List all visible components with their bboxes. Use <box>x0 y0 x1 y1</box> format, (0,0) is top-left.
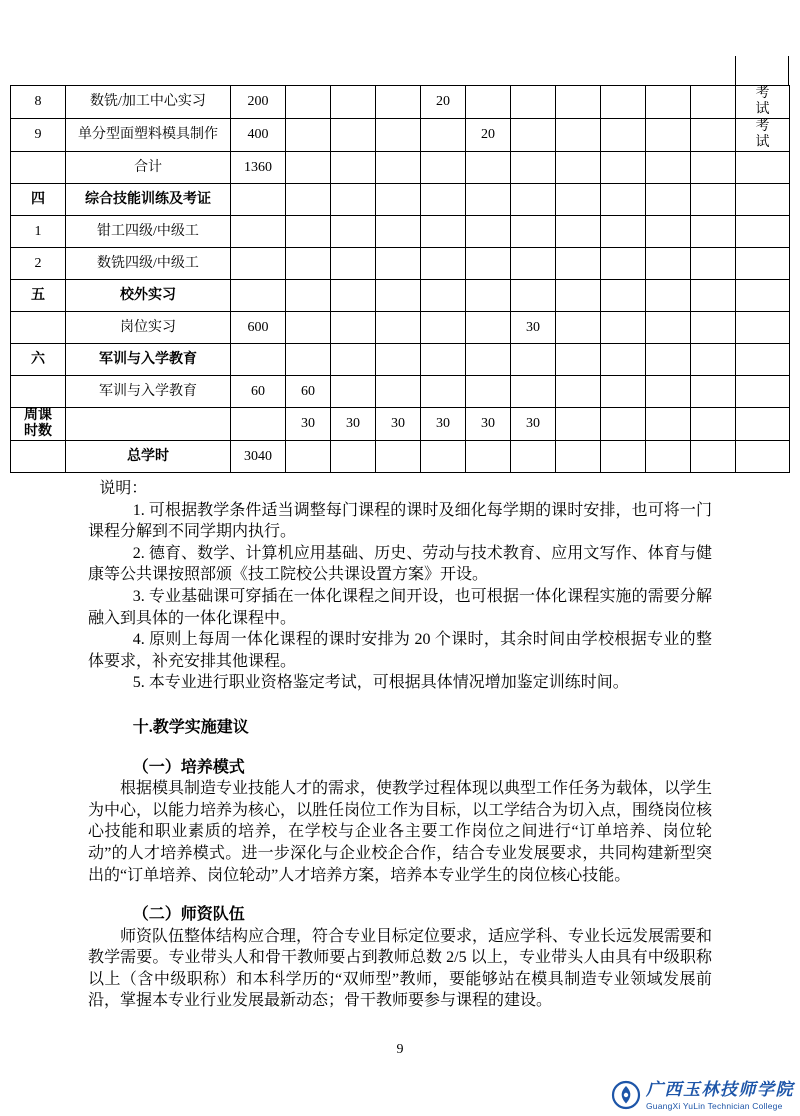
cell-sem-6 <box>511 152 556 184</box>
cell-sem-2 <box>331 376 376 408</box>
cell-extra-1 <box>556 344 601 376</box>
cell-total-hours <box>231 408 286 441</box>
table-row <box>11 376 790 408</box>
cell-exam-type <box>736 312 790 344</box>
cell-index: 周课时数 <box>11 408 66 441</box>
cell-extra-4 <box>691 184 736 216</box>
cell-extra-3 <box>646 376 691 408</box>
cell-sem-5 <box>466 312 511 344</box>
cell-sem-1 <box>286 344 331 376</box>
cell-course-name: 钳工四级/中级工 <box>66 216 231 248</box>
section-heading-implementation: 十.教学实施建议 <box>132 718 249 736</box>
cell-sem-2 <box>331 280 376 312</box>
cell-extra-3 <box>646 441 691 473</box>
cell-sem-5 <box>466 376 511 408</box>
cell-extra-1 <box>556 248 601 280</box>
cell-total-hours: 600 <box>231 312 286 344</box>
cell-sem-5: 30 <box>466 408 511 441</box>
cell-sem-2 <box>331 152 376 184</box>
cell-exam-type <box>736 408 790 441</box>
cell-sem-2 <box>331 312 376 344</box>
cell-extra-3 <box>646 408 691 441</box>
note-item: 5. 本专业进行职业资格鉴定考试，可根据具体情况增加鉴定训练时间。 <box>132 674 629 692</box>
cell-index: 六 <box>11 344 66 376</box>
cell-sem-4: 30 <box>421 408 466 441</box>
cell-extra-3 <box>646 280 691 312</box>
cell-sem-2 <box>331 441 376 473</box>
cell-sem-4 <box>421 184 466 216</box>
cell-sem-6 <box>511 344 556 376</box>
cell-exam-type <box>736 441 790 473</box>
cell-extra-3 <box>646 152 691 184</box>
table-row <box>11 86 790 119</box>
cell-sem-6 <box>511 280 556 312</box>
cell-total-hours: 200 <box>231 86 286 119</box>
cell-course-name: 综合技能训练及考证 <box>66 184 231 216</box>
cell-course-name: 合计 <box>66 152 231 184</box>
cell-index <box>11 441 66 473</box>
cell-sem-5: 20 <box>466 119 511 152</box>
cell-extra-2 <box>601 280 646 312</box>
table-row <box>11 248 790 280</box>
cell-total-hours: 400 <box>231 119 286 152</box>
table-row <box>11 312 790 344</box>
cell-sem-3 <box>376 184 421 216</box>
cell-index: 2 <box>11 248 66 280</box>
cell-course-name: 岗位实习 <box>66 312 231 344</box>
cell-exam-type <box>736 184 790 216</box>
table-row <box>11 216 790 248</box>
college-emblem-icon <box>611 1080 641 1110</box>
cell-sem-5 <box>466 441 511 473</box>
table-row <box>11 344 790 376</box>
cell-total-hours: 60 <box>231 376 286 408</box>
cell-sem-2 <box>331 216 376 248</box>
cell-exam-type <box>736 280 790 312</box>
curriculum-table <box>10 85 790 473</box>
cell-total-hours: 3040 <box>231 441 286 473</box>
cell-extra-3 <box>646 344 691 376</box>
cell-extra-4 <box>691 441 736 473</box>
cell-extra-4 <box>691 344 736 376</box>
cell-exam-type <box>736 216 790 248</box>
cell-extra-2 <box>601 216 646 248</box>
note-item: 3. 专业基础课可穿插在一体化课程之间开设，也可根据一体化课程实施的需要分解融入到具体的一体化课程中。 <box>88 587 712 627</box>
cell-extra-4 <box>691 152 736 184</box>
cell-sem-4 <box>421 119 466 152</box>
cell-index: 五 <box>11 280 66 312</box>
faculty-paragraph: 师资队伍整体结构应合理，符合专业目标定位要求，适应学科、专业长远发展需要和教学需要。专业带头人和骨干教师要占到教师总数 2/5 以上，专业带头人由具有中级职称以上（含中级职称）和本科学历的“双师型”教师，要能够站在模具制造专业领域发展前沿，掌握本专业行业发展最新动态；骨干教师要参与课程的建设。 <box>88 927 713 1010</box>
cell-sem-3 <box>376 441 421 473</box>
cell-sem-3 <box>376 376 421 408</box>
cell-sem-6 <box>511 119 556 152</box>
cell-sem-1: 30 <box>286 408 331 441</box>
cell-index <box>11 152 66 184</box>
cell-sem-1 <box>286 216 331 248</box>
table-row <box>11 280 790 312</box>
cell-extra-4 <box>691 376 736 408</box>
cell-sem-2 <box>331 184 376 216</box>
cell-extra-1 <box>556 376 601 408</box>
cell-sem-6 <box>511 86 556 119</box>
note-item: 2. 德育、数学、计算机应用基础、历史、劳动与技术教育、应用文写作、体育与健康等公共课按照部颁《技工院校公共课设置方案》开设。 <box>88 544 712 584</box>
cell-index: 四 <box>11 184 66 216</box>
cell-sem-6 <box>511 248 556 280</box>
cell-course-name <box>66 408 231 441</box>
cell-extra-2 <box>601 376 646 408</box>
cell-sem-3 <box>376 312 421 344</box>
cell-sem-5 <box>466 344 511 376</box>
cell-extra-1 <box>556 184 601 216</box>
cell-extra-2 <box>601 408 646 441</box>
cell-sem-1 <box>286 441 331 473</box>
cell-extra-1 <box>556 280 601 312</box>
cell-exam-type <box>736 152 790 184</box>
cell-total-hours <box>231 216 286 248</box>
cell-total-hours <box>231 184 286 216</box>
curriculum-table-body <box>11 86 790 473</box>
cell-sem-1 <box>286 248 331 280</box>
cell-sem-1 <box>286 86 331 119</box>
cell-extra-1 <box>556 312 601 344</box>
cell-sem-4: 20 <box>421 86 466 119</box>
cell-extra-2 <box>601 119 646 152</box>
cell-total-hours: 1360 <box>231 152 286 184</box>
cell-sem-1: 60 <box>286 376 331 408</box>
cell-extra-1 <box>556 86 601 119</box>
table-row <box>11 119 790 152</box>
subsection-title-faculty: （二）师资队伍 <box>132 906 245 924</box>
cell-sem-4 <box>421 280 466 312</box>
cell-extra-1 <box>556 441 601 473</box>
cell-extra-4 <box>691 248 736 280</box>
cell-extra-4 <box>691 216 736 248</box>
cell-sem-4 <box>421 376 466 408</box>
cell-index <box>11 376 66 408</box>
cell-sem-1 <box>286 184 331 216</box>
cell-sem-6: 30 <box>511 312 556 344</box>
cell-sem-1 <box>286 152 331 184</box>
cell-extra-3 <box>646 184 691 216</box>
cell-sem-5 <box>466 152 511 184</box>
cell-extra-1 <box>556 152 601 184</box>
cell-extra-3 <box>646 119 691 152</box>
cell-course-name: 总学时 <box>66 441 231 473</box>
cell-sem-6 <box>511 376 556 408</box>
cell-extra-4 <box>691 312 736 344</box>
cell-sem-4 <box>421 312 466 344</box>
cell-extra-2 <box>601 344 646 376</box>
college-name-cn: 广西玉林技师学院 <box>646 1080 794 1099</box>
table-row <box>11 441 790 473</box>
cell-extra-3 <box>646 312 691 344</box>
cell-course-name: 军训与入学教育 <box>66 376 231 408</box>
cell-course-name: 校外实习 <box>66 280 231 312</box>
cell-extra-4 <box>691 280 736 312</box>
cell-sem-3 <box>376 152 421 184</box>
notes-label: 说明： <box>99 480 148 497</box>
notes-and-sections <box>88 478 712 1012</box>
cell-index <box>11 312 66 344</box>
cell-extra-2 <box>601 184 646 216</box>
cell-sem-3 <box>376 216 421 248</box>
cell-sem-3 <box>376 344 421 376</box>
cell-sem-3 <box>376 86 421 119</box>
college-name-en: GuangXi YuLin Technician College <box>646 1100 783 1111</box>
cell-sem-5 <box>466 248 511 280</box>
cell-sem-6 <box>511 441 556 473</box>
cell-exam-type: 考试 <box>736 119 790 152</box>
page-number: 9 <box>396 1042 404 1057</box>
cell-exam-type <box>736 344 790 376</box>
cell-sem-4 <box>421 441 466 473</box>
cell-extra-2 <box>601 152 646 184</box>
cell-sem-2 <box>331 86 376 119</box>
cell-extra-1 <box>556 408 601 441</box>
cell-index: 1 <box>11 216 66 248</box>
cell-course-name: 数铣/加工中心实习 <box>66 86 231 119</box>
cell-sem-1 <box>286 312 331 344</box>
cell-exam-type: 考试 <box>736 86 790 119</box>
cell-index: 8 <box>11 86 66 119</box>
footer-logo <box>611 1080 794 1111</box>
note-item: 4. 原则上每周一体化课程的课时安排为 20 个课时，其余时间由学校根据专业的整体要求，补充安排其他课程。 <box>88 631 712 670</box>
cell-sem-2 <box>331 344 376 376</box>
cell-sem-5 <box>466 184 511 216</box>
cell-sem-4 <box>421 216 466 248</box>
cell-index: 9 <box>11 119 66 152</box>
cell-sem-3 <box>376 119 421 152</box>
cell-extra-3 <box>646 216 691 248</box>
note-item: 1. 可根据教学条件适当调整每门课程的课时及细化每学期的课时安排，也可将一门课程分解到不同学期内执行。 <box>88 501 712 541</box>
cell-sem-3 <box>376 248 421 280</box>
cell-extra-4 <box>691 408 736 441</box>
cell-total-hours <box>231 344 286 376</box>
cell-sem-6: 30 <box>511 408 556 441</box>
notes-list <box>88 500 712 694</box>
table-continuation-stub <box>735 56 789 85</box>
cell-sem-4 <box>421 152 466 184</box>
cell-extra-2 <box>601 86 646 119</box>
cell-course-name: 单分型面塑料模具制作 <box>66 119 231 152</box>
cell-sem-1 <box>286 280 331 312</box>
cell-extra-4 <box>691 119 736 152</box>
cell-sem-2 <box>331 119 376 152</box>
cell-course-name: 军训与入学教育 <box>66 344 231 376</box>
cell-extra-2 <box>601 441 646 473</box>
cell-extra-3 <box>646 248 691 280</box>
cell-sem-1 <box>286 119 331 152</box>
cell-sem-5 <box>466 86 511 119</box>
cell-extra-1 <box>556 216 601 248</box>
cell-exam-type <box>736 248 790 280</box>
cell-sem-5 <box>466 280 511 312</box>
cell-extra-1 <box>556 119 601 152</box>
cell-sem-4 <box>421 248 466 280</box>
cell-extra-2 <box>601 312 646 344</box>
cell-sem-3: 30 <box>376 408 421 441</box>
cell-sem-2: 30 <box>331 408 376 441</box>
cell-sem-4 <box>421 344 466 376</box>
table-row <box>11 184 790 216</box>
cell-extra-4 <box>691 86 736 119</box>
subsection-title-training-mode: （一）培养模式 <box>132 758 245 776</box>
cell-total-hours <box>231 248 286 280</box>
cell-sem-5 <box>466 216 511 248</box>
training-mode-paragraph: 根据模具制造专业技能人才的需求，使教学过程体现以典型工作任务为载体，以学生为中心，以能力培养为核心，以胜任岗位工作为目标，以工学结合为切入点，围绕岗位核心技能和职业素质的培养，在学校与企业各主要工作岗位之间进行“订单培养、岗位轮动”的人才培养模式。进一步深化与企业校企合作，结合专业发展要求，共同构建新型突出的“订单培养、岗位轮动”人才培养方案，培养本专业学生的岗位核心技能。 <box>88 780 713 884</box>
table-row <box>11 152 790 184</box>
cell-sem-6 <box>511 184 556 216</box>
cell-sem-2 <box>331 248 376 280</box>
table-row <box>11 408 790 441</box>
cell-extra-2 <box>601 248 646 280</box>
college-name-block <box>646 1080 794 1111</box>
cell-total-hours <box>231 280 286 312</box>
cell-exam-type <box>736 376 790 408</box>
cell-extra-3 <box>646 86 691 119</box>
cell-course-name: 数铣四级/中级工 <box>66 248 231 280</box>
cell-sem-6 <box>511 216 556 248</box>
cell-sem-3 <box>376 280 421 312</box>
